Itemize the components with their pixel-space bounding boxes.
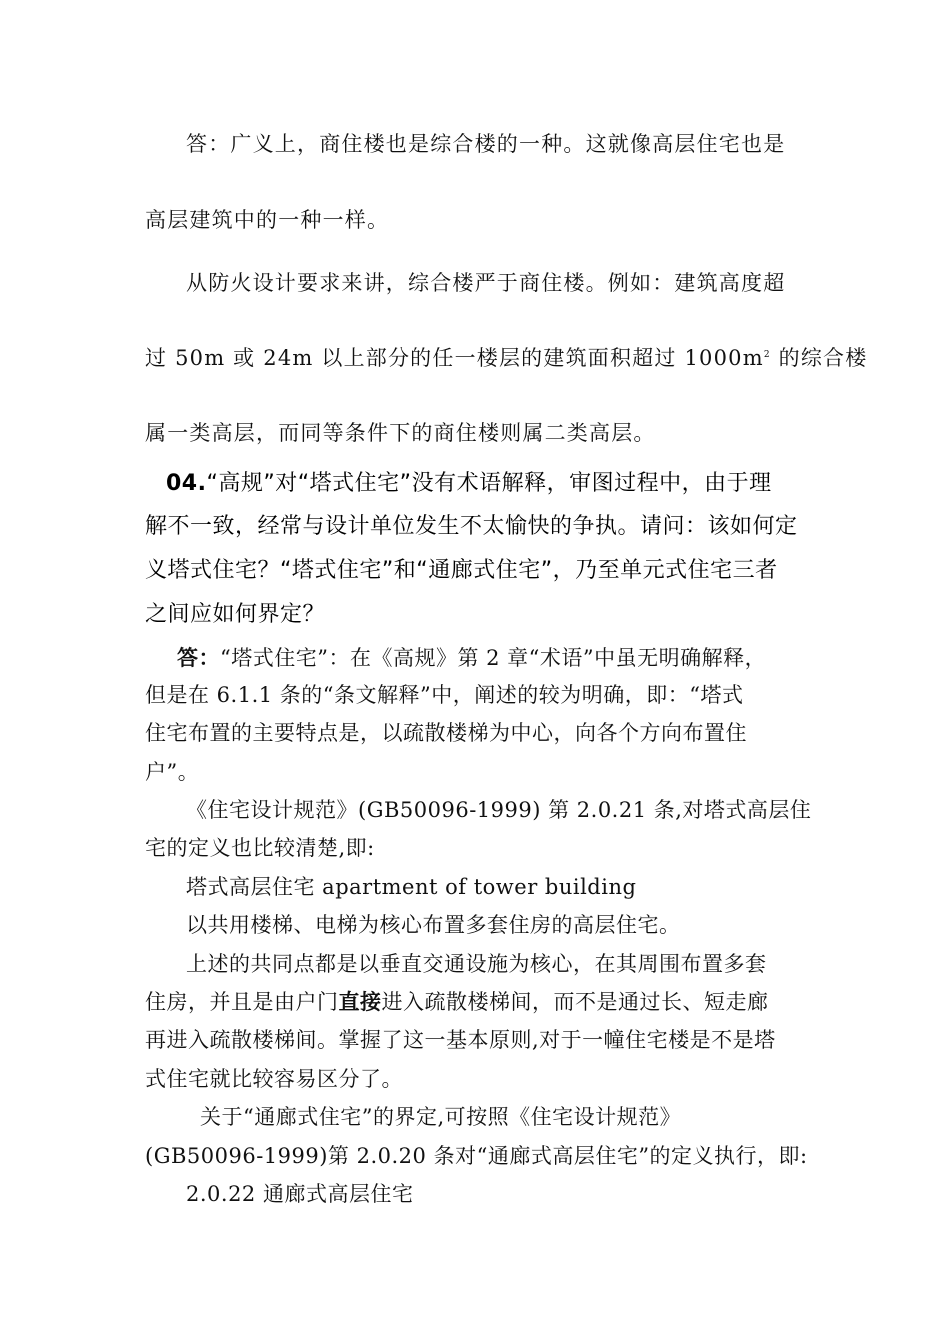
answer-line11: 再进入疏散楼梯间。掌握了这一基本原则,对于一幢住宅楼是不是塔 (145, 1028, 776, 1052)
emphasis-direct: 直接 (338, 989, 382, 1014)
question-line1-text: “高规”对“塔式住宅”没有术语解释，审图过程中，由于理 (206, 471, 772, 496)
answer-line13: 关于“通廊式住宅”的界定,可按照《住宅设计规范》 (200, 1105, 682, 1129)
question-line1 (166, 466, 772, 497)
para1-line1: 答：广义上，商住楼也是综合楼的一种。这就像高层住宅也是 (186, 132, 786, 156)
answer-line14: (GB50096-1999)第 2.0.20 条对“通廊式高层住宅”的定义执行，即: (145, 1144, 808, 1168)
para2-line2 (145, 342, 867, 372)
answer-line12: 式住宅就比较容易区分了。 (145, 1067, 403, 1091)
answer-line7: 塔式高层住宅 apartment of tower building (186, 875, 637, 899)
answer-line10 (145, 986, 769, 1016)
answer-line9: 上述的共同点都是以垂直交通设施为核心，在其周围布置多套 (186, 952, 767, 976)
answer-line8: 以共用楼梯、电梯为核心布置多套住房的高层住宅。 (186, 913, 681, 937)
para2-line1: 从防火设计要求来讲，综合楼严于商住楼。例如：建筑高度超 (186, 271, 786, 295)
answer-label: 答： (177, 645, 220, 670)
para1-line2: 高层建筑中的一种一样。 (145, 208, 390, 232)
answer-line15: 2.0.22 通廊式高层住宅 (186, 1182, 414, 1206)
question-line2: 解不一致，经常与设计单位发生不太愉快的争执。请问：该如何定 (145, 514, 798, 539)
para2-line2-tail: 的综合楼 (770, 346, 868, 370)
answer-line2: 但是在 6.1.1 条的“条文解释”中，阐述的较为明确，即：“塔式 (145, 683, 744, 707)
question-number: 04. (166, 471, 207, 496)
answer-line3: 住宅布置的主要特点是，以疏散楼梯为中心，向各个方向布置住 (145, 721, 747, 745)
para2-line2-text: 过 50m 或 24m 以上部分的任一楼层的建筑面积超过 1000m (145, 346, 764, 370)
answer-line1-text: “塔式住宅”：在《高规》第 2 章“术语”中虽无明确解释， (220, 646, 767, 670)
answer-line10-tail: 进入疏散楼梯间，而不是通过长、短走廊 (381, 990, 769, 1014)
answer-line5: 《住宅设计规范》(GB50096-1999) 第 2.0.21 条,对塔式高层住 (186, 798, 812, 822)
question-line3: 义塔式住宅？“塔式住宅”和“通廊式住宅”，乃至单元式住宅三者 (145, 558, 778, 583)
answer-line6: 宅的定义也比较清楚,即: (145, 836, 375, 860)
superscript-2: 2 (763, 350, 771, 360)
answer-line10-text: 住房，并且是由户门 (145, 990, 339, 1014)
answer-line1 (177, 642, 766, 672)
question-line4: 之间应如何界定？ (145, 602, 326, 627)
answer-line4: 户”。 (145, 760, 200, 784)
para2-line3: 属一类高层，而同等条件下的商住楼则属二类高层。 (145, 421, 656, 445)
